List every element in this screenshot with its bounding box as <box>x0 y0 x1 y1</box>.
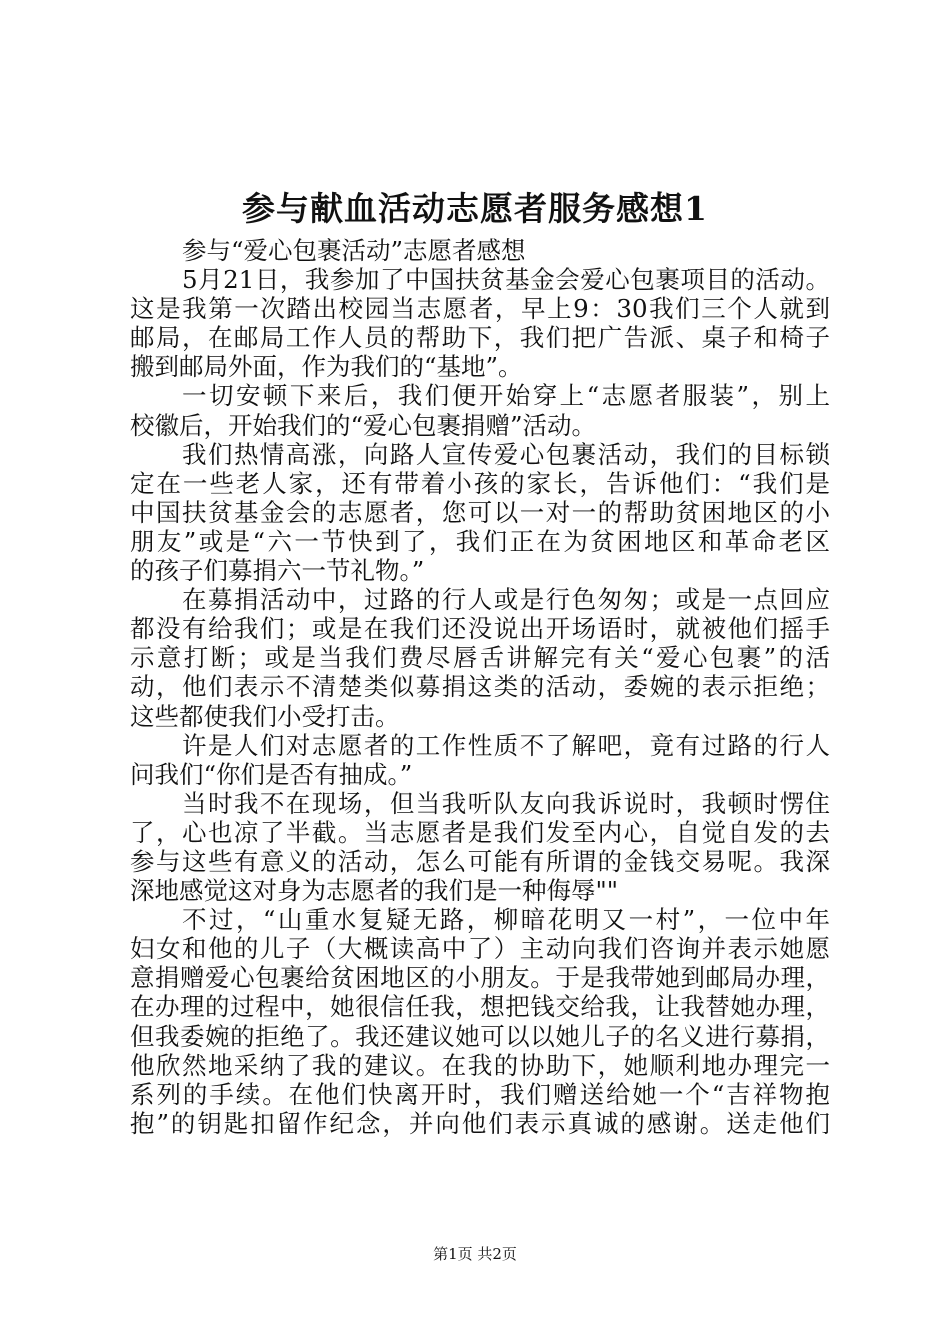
text-line: 深地感觉这对身为志愿者的我们是一种侮辱"" <box>130 876 619 906</box>
text-line: 抱”的钥匙扣留作纪念，并向他们表示真诚的感谢。送走他们 <box>130 1108 830 1138</box>
text-line: 朋友”或是“六一节快到了，我们正在为贫困地区和革命老区 <box>130 526 830 556</box>
text-line: 这些都使我们小受打击。 <box>130 701 400 731</box>
text-line: 定在一些老人家，还有带着小孩的家长，告诉他们：“我们是 <box>130 468 830 498</box>
page-footer: 第1页 共2页 <box>433 1245 517 1263</box>
text-line: 校徽后，开始我们的“爱心包裹捐赠”活动。 <box>130 410 597 440</box>
text-line: 问我们“你们是否有抽成。” <box>130 759 413 789</box>
text-line: 一切安顿下来后，我们便开始穿上“志愿者服装”，别上 <box>182 381 830 411</box>
text-line: 5月21日，我参加了中国扶贫基金会爱心包裹项目的活动。 <box>182 265 830 295</box>
text-line: 了，心也凉了半截。当志愿者是我们发至内心，自觉自发的去 <box>130 817 830 847</box>
text-line: 邮局，在邮局工作人员的帮助下，我们把广告派、桌子和椅子 <box>130 323 830 353</box>
document-body <box>130 236 830 1138</box>
text-line: 在募捐活动中，过路的行人或是行色匆匆；或是一点回应 <box>182 585 830 615</box>
text-line: 我们热情高涨，向路人宣传爱心包裹活动，我们的目标锁 <box>182 439 830 469</box>
text-line: 系列的手续。在他们快离开时，我们赠送给她一个“吉祥物抱 <box>130 1079 830 1109</box>
text-line: 当时我不在现场，但当我听队友向我诉说时，我顿时愣住 <box>182 788 830 818</box>
text-line: 妇女和他的儿子（大概读高中了）主动向我们咨询并表示她愿 <box>130 934 830 964</box>
text-line: 这是我第一次踏出校园当志愿者，早上9：30我们三个人就到 <box>130 294 830 324</box>
text-line: 但我委婉的拒绝了。我还建议她可以以她儿子的名义进行募捐， <box>130 1021 830 1051</box>
text-line-subtitle: 参与“爱心包裹活动”志愿者感想 <box>182 236 526 265</box>
text-line: 搬到邮局外面，作为我们的“基地”。 <box>130 352 523 382</box>
text-line: 动，他们表示不清楚类似募捐这类的活动，委婉的表示拒绝； <box>130 672 830 702</box>
text-line: 他欣然地采纳了我的建议。在我的协助下，她顺利地办理完一 <box>130 1050 830 1080</box>
text-line: 许是人们对志愿者的工作性质不了解吧，竟有过路的行人 <box>182 730 830 760</box>
text-line: 示意打断；或是当我们费尽唇舌讲解完有关“爱心包裹”的活 <box>130 643 830 673</box>
text-line: 参与这些有意义的活动，怎么可能有所谓的金钱交易呢。我深 <box>130 846 830 876</box>
text-line: 在办理的过程中，她很信任我，想把钱交给我，让我替她办理， <box>130 992 830 1022</box>
text-line: 意捐赠爱心包裹给贫困地区的小朋友。于是我带她到邮局办理， <box>130 963 830 993</box>
text-line: 中国扶贫基金会的志愿者，您可以一对一的帮助贫困地区的小 <box>130 497 830 527</box>
text-line: 都没有给我们；或是在我们还没说出开场语时，就被他们摇手 <box>130 614 830 644</box>
text-line: 的孩子们募捐六一节礼物。” <box>130 556 425 586</box>
document-title: 参与献血活动志愿者服务感想1 <box>242 189 708 228</box>
text-line: 不过，“山重水复疑无路，柳暗花明又一村”，一位中年 <box>182 905 830 935</box>
